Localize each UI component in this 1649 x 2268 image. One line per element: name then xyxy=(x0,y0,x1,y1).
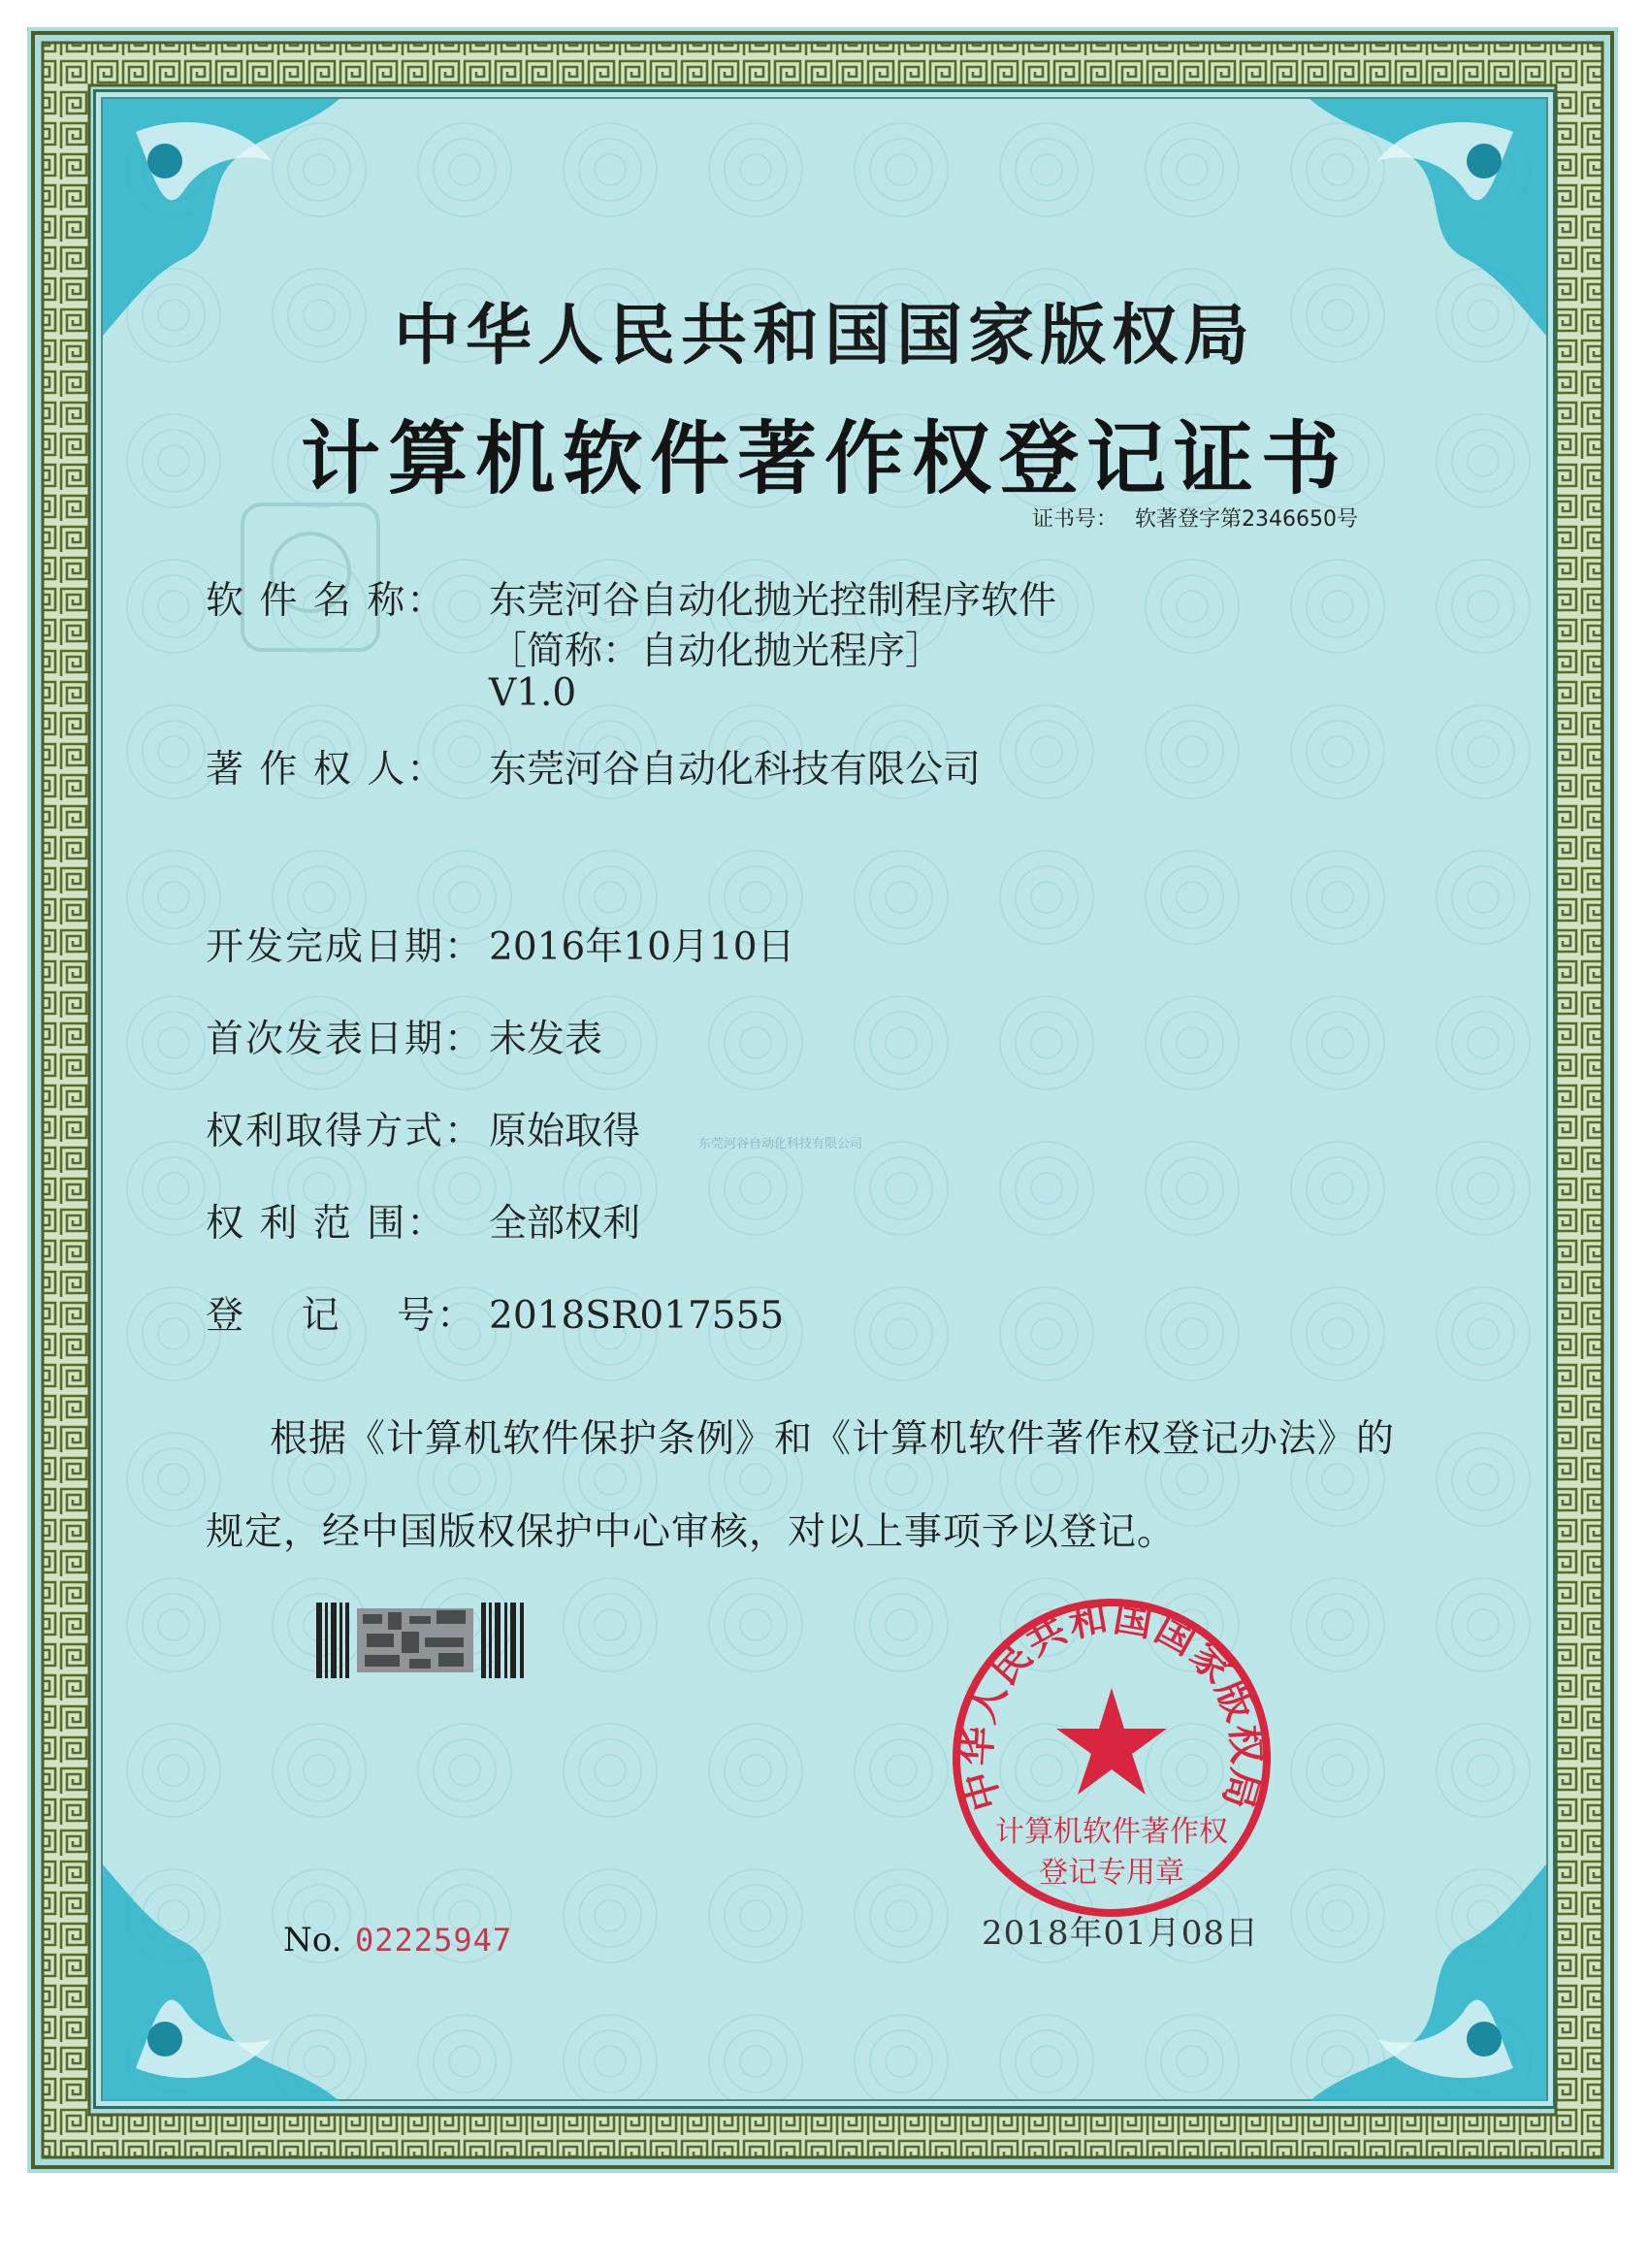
software-name-value: 东莞河谷自动化抛光控制程序软件 xyxy=(489,579,1057,623)
serial-number-label: No. xyxy=(283,1921,342,1960)
acquisition-method-label: 权利取得方式： xyxy=(206,1110,485,1153)
seal-star-icon xyxy=(1056,1688,1167,1795)
registration-number-row xyxy=(206,1285,784,1340)
dev-date-value: 2016年10月10日 xyxy=(489,925,795,969)
software-name-row xyxy=(206,570,1056,625)
seal-outer-text: 中华人民共和国国家版权局 xyxy=(954,1595,1269,1816)
dev-date-row xyxy=(206,917,795,971)
copyright-owner-row xyxy=(206,739,981,794)
first-publication-row xyxy=(206,1009,602,1063)
rights-scope-row xyxy=(206,1193,640,1247)
certificate-number-value: 软著登字第2346650号 xyxy=(1135,507,1358,532)
acquisition-method-value: 原始取得 xyxy=(489,1110,641,1153)
certificate-title: 计算机软件著作权登记证书 xyxy=(300,412,1348,505)
dev-date-label: 开发完成日期： xyxy=(206,925,485,969)
statement-line-2: 规定，经中国版权保护中心审核，对以上事项予以登记。 xyxy=(206,1510,1177,1554)
issue-date: 2018年01月08日 xyxy=(982,1914,1260,1953)
serial-number-value: 02225947 xyxy=(355,1922,513,1959)
rights-scope-label: 权 利 范 围： xyxy=(206,1202,447,1246)
issuing-authority-title: 中华人民共和国国家版权局 xyxy=(393,299,1255,373)
seal-inner-line-1: 计算机软件著作权 xyxy=(995,1815,1228,1849)
first-publication-value: 未发表 xyxy=(489,1018,603,1061)
faint-watermark-text: 东莞河谷自动化科技有限公司 xyxy=(698,1137,863,1151)
acquisition-method-row xyxy=(206,1101,640,1155)
software-short-name: ［简称：自动化抛光程序］ xyxy=(489,630,944,673)
software-version: V1.0 xyxy=(489,671,577,715)
registration-number-label: 登 记 号： xyxy=(206,1294,477,1338)
seal-inner-line-2: 登记专用章 xyxy=(1039,1856,1184,1890)
first-publication-label: 首次发表日期： xyxy=(206,1018,485,1061)
barcode xyxy=(316,1603,530,1678)
software-name-label: 软 件 名 称： xyxy=(206,579,447,623)
certificate-number-label: 证书号： xyxy=(1032,507,1118,532)
certificate-number xyxy=(1032,502,1358,533)
corner-ornament-bottom-right xyxy=(1232,1787,1552,2107)
rights-scope-value: 全部权利 xyxy=(489,1202,641,1246)
copyright-owner-label: 著 作 权 人： xyxy=(206,748,447,792)
copyright-owner-value: 东莞河谷自动化科技有限公司 xyxy=(489,748,982,792)
official-seal xyxy=(947,1593,1277,1923)
registration-number-value: 2018SR017555 xyxy=(489,1294,785,1338)
statement-line-1: 根据《计算机软件保护条例》和《计算机软件著作权登记办法》的 xyxy=(270,1417,1396,1461)
